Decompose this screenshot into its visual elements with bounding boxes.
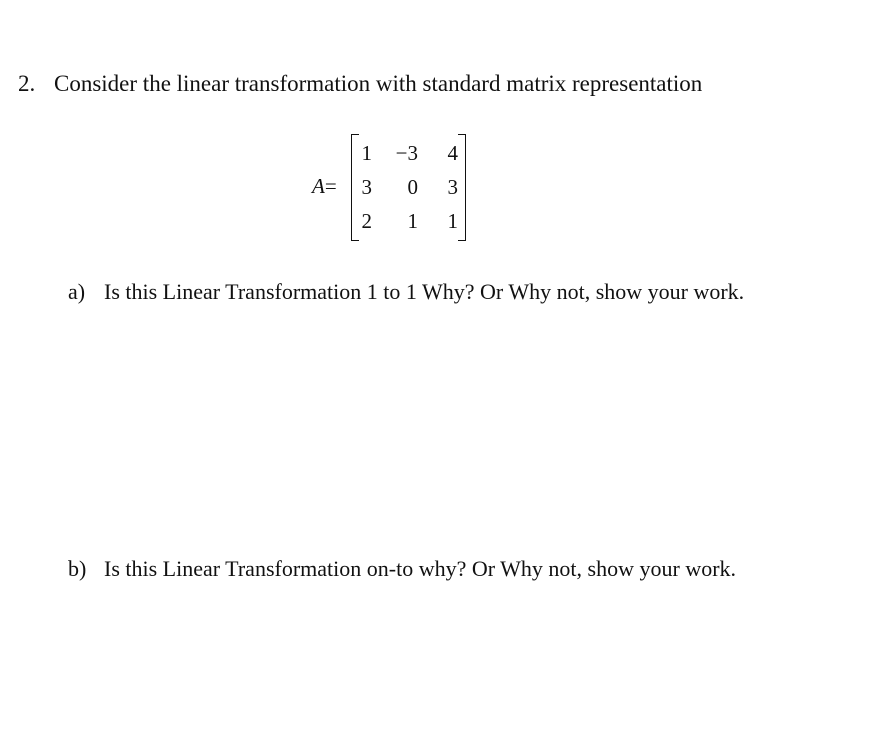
left-bracket — [351, 134, 359, 241]
matrix-row — [360, 170, 460, 204]
part-b-text: Is this Linear Transformation on-to why? Or Why not, show your work. — [104, 556, 737, 581]
question-text: Consider the linear transformation with standard matrix representation — [54, 71, 703, 96]
equals-sign: = — [324, 174, 337, 198]
matrix-row — [360, 204, 460, 238]
matrix-row — [360, 136, 460, 170]
matrix-cell: 0 — [407, 175, 418, 199]
matrix-variable: A — [312, 174, 325, 198]
matrix-cell: 1 — [407, 209, 418, 233]
matrix-cell: 3 — [361, 175, 372, 199]
matrix-cell: 2 — [361, 209, 372, 233]
part-a-label: a) — [68, 279, 86, 304]
part-a-text: Is this Linear Transformation 1 to 1 Why? Or Why not, show your work. — [104, 279, 745, 304]
matrix-cell: 3 — [447, 175, 458, 199]
matrix-cell: −3 — [395, 141, 418, 165]
matrix-label — [312, 173, 337, 199]
question-number: 2. — [18, 71, 36, 96]
matrix-entries — [360, 136, 460, 238]
matrix-cell: 1 — [361, 141, 372, 165]
matrix-equation — [312, 132, 492, 240]
part-a — [68, 278, 744, 306]
matrix-cell: 1 — [447, 209, 458, 233]
matrix-cell: 4 — [447, 141, 458, 165]
part-b — [68, 555, 736, 583]
part-b-label: b) — [68, 556, 87, 581]
question-heading — [18, 70, 702, 98]
right-bracket — [458, 134, 466, 241]
